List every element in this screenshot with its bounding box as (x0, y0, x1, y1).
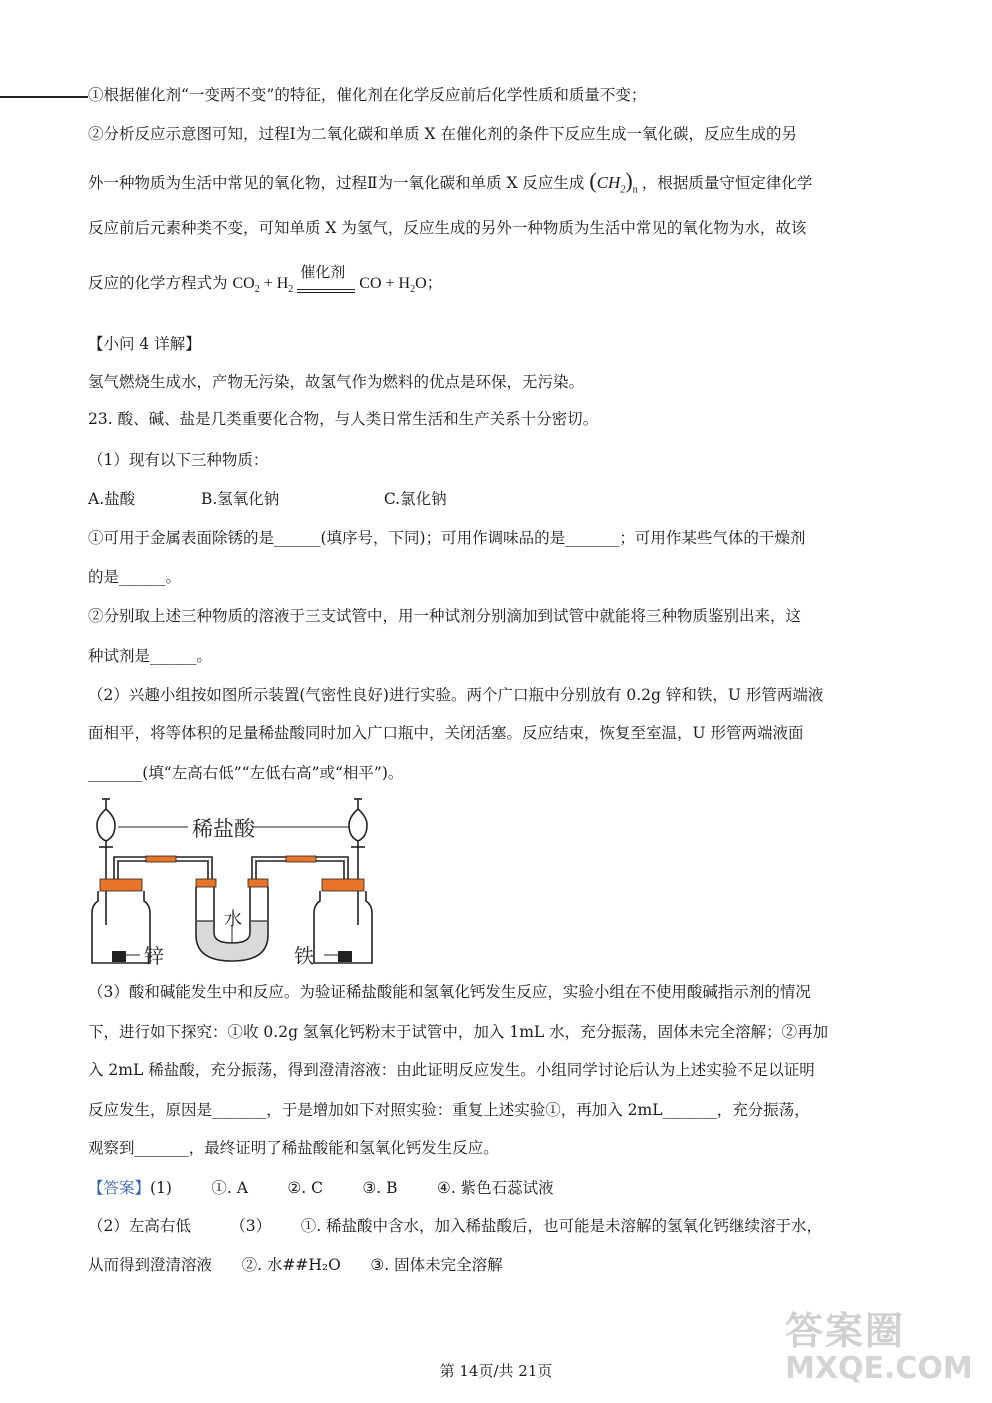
text-line: （3）酸和碱能发生中和反应。为验证稀盐酸能和氢氧化钙发生反应，实验小组在不使用酸碱指示剂的情况 (88, 983, 811, 1001)
text-line: （2）兴趣小组按如图所示装置(气密性良好)进行实验。两个广口瓶中分别放有 0.2g 锌和铁，U 形管两端液 (88, 686, 824, 704)
text-line: 观察到_______，最终证明了稀盐酸能和氢氧化钙发生反应。 (88, 1139, 499, 1157)
text-line: 下，进行如下探究：①收 0.2g 氢氧化钙粉末于试管中，加入 1mL 水，充分振荡，固体未完全溶解；②再加 (88, 1023, 829, 1041)
text-segment: 外一种物质为生活中常见的氧化物，过程Ⅱ为一氧化碳和单质 X 反应生成 (88, 174, 585, 192)
text-line: （1）现有以下三种物质： (88, 451, 269, 469)
answer-line (88, 1177, 554, 1199)
text-line: 氢气燃烧生成水，产物无污染，故氢气作为燃料的优点是环保，无污染。 (88, 373, 585, 391)
right-stopper (322, 879, 364, 891)
label-acid: 稀盐酸 (192, 817, 255, 841)
text-segment: 反应的化学方程式为 (88, 274, 228, 292)
option-b: B.氢氧化钠 (200, 490, 280, 508)
text-line: _______(填“左高右低”“左低右高”或“相平”)。 (88, 764, 404, 782)
left-stopper (100, 879, 142, 891)
text-line: ②分别取上述三种物质的溶液于三支试管中，用一种试剂分别滴加到试管中就能将三种物质鉴别出来，这 (88, 607, 802, 625)
answer-label: 【答案】 (88, 1179, 151, 1197)
left-rubber-tube (146, 856, 176, 862)
right-rubber-tube (286, 856, 316, 862)
page-footer: 第 14页/共 21页 (439, 1362, 553, 1380)
watermark-logo: 答案圈 MXQE.COM (785, 1309, 973, 1386)
text-line: 的是______。 (88, 568, 182, 586)
label-water: 水 (224, 909, 242, 930)
text-line: 面相平，将等体积的足量稀盐酸同时加入广口瓶中，关闭活塞。反应结束，恢复至室温，U 形管两端液面 (88, 724, 804, 742)
chemical-equation: $CO_2 + H_2$ 催化剂 CO + $H_2O$； (232, 275, 442, 292)
answer-line: 从而得到澄清溶液 ②. 水##H₂O ③. 固体未完全溶解 (88, 1256, 503, 1274)
text-line: 种试剂是______。 (88, 647, 213, 665)
text-segment: ，根据质量守恒定律化学 (641, 174, 813, 192)
u-tube-left-stopper (196, 879, 216, 887)
apparatus-figure (88, 795, 378, 970)
equation-line (88, 263, 443, 301)
category-bar-top (0, 96, 88, 98)
question-title: 23. 酸、碱、盐是几类重要化合物，与人类日常生活和生产关系十分密切。 (88, 410, 599, 428)
option-a: A.盐酸 (88, 490, 136, 508)
right-funnel (349, 809, 367, 841)
option-c: C.氯化钠 (383, 490, 447, 508)
u-tube-right-stopper (248, 879, 268, 887)
label-iron: 铁 (294, 944, 314, 968)
answer-line: （2）左高右低 （3） ①. 稀盐酸中含水，加入稀盐酸后，也可能是未溶解的氢氧化钙继续溶于水， (88, 1217, 823, 1235)
answer-text: (1) ①. A ②. C ③. B ④. 紫色石蕊试液 (150, 1179, 554, 1197)
section-heading: 【小问 4 详解】 (88, 335, 201, 353)
left-funnel (97, 809, 115, 841)
text-line: ②分析反应示意图可知，过程Ⅰ为二氧化碳和单质 X 在催化剂的条件下反应生成一氧化碳，反应生成的另 (88, 125, 798, 143)
text-line: 入 2mL 稀盐酸，充分振荡，得到澄清溶液：由此证明反应发生。小组同学讨论后认为上述实验不足以证明 (88, 1061, 815, 1079)
zinc-sample (112, 951, 126, 962)
options-row (88, 488, 447, 510)
polymer-formula: $(CH_2)_n$ (589, 168, 638, 196)
text-line: ①根据催化剂“一变两不变”的特征，催化剂在化学反应前后化学性质和质量不变； (88, 86, 647, 104)
text-line: 反应发生，原因是_______，于是增加如下对照实验：重复上述实验①，再加入 2mL_______，充分振荡， (88, 1101, 810, 1119)
label-zinc: 锌 (144, 944, 164, 968)
reaction-condition: 催化剂 (297, 279, 355, 301)
text-line-with-formula (88, 170, 812, 201)
text-line: 反应前后元素种类不变，可知单质 X 为氢气，反应生成的另外一种物质为生活中常见的氧化物为水，故该 (88, 219, 807, 237)
text-line: ①可用于金属表面除锈的是______(填序号，下同)；可用作调味品的是_______；可用作某些气体的干燥剂 (88, 529, 806, 547)
iron-sample (338, 951, 352, 962)
